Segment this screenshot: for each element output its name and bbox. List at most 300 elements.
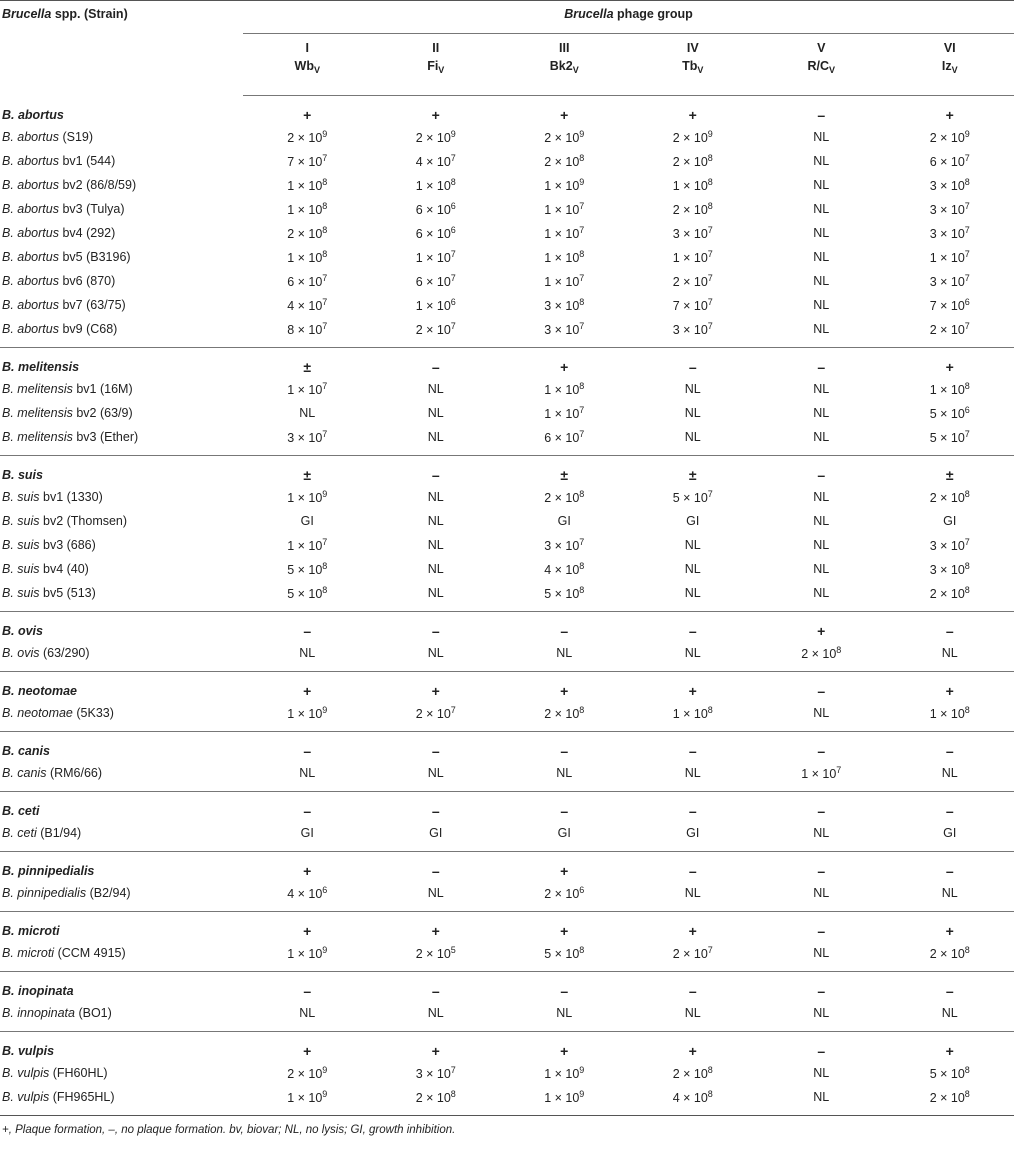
strain-row [0,401,1014,425]
titer-cell: NL [372,425,501,455]
plaque-symbol: + [560,863,569,880]
titer-cell: NL [427,514,444,528]
titer-cell: NL [757,1001,886,1031]
titer-cell: $1 \times 10^7$ [544,201,585,217]
titer-cell: $2 \times 10^8$ [886,941,1014,971]
titer-cell: NL [629,881,758,911]
plaque-symbol: + [303,1043,312,1060]
titer-cell: NL [427,382,444,396]
titer-cell: $5 \times 10^8$ [500,941,629,971]
species-name: B. vulpis [2,1044,55,1059]
titer-cell: $1 \times 10^8$ [287,177,328,193]
titer-cell: $6 \times 10^6$ [415,225,456,241]
titer-cell: $3 \times 10^7$ [544,537,585,553]
strain-row [0,485,1014,509]
strain-name: B. abortus bv7 (63/75) [2,298,126,312]
plaque-symbol: ± [945,467,954,484]
titer-cell: GI [243,821,372,851]
titer-cell: NL [813,226,830,240]
titer-cell: $1 \times 10^7$ [415,249,456,265]
titer-cell: $2 \times 10^7$ [629,941,758,971]
plaque-symbol: + [431,1043,440,1060]
strain-name: B. melitensis bv3 (Ether) [0,425,243,455]
strain-row [0,377,1014,401]
titer-cell: NL [813,298,830,312]
titer-cell: $1 \times 10^7$ [544,273,585,289]
table-body [0,95,1014,1115]
strain-row [0,1001,1014,1031]
strain-row [0,641,1014,671]
plaque-symbol: – [945,983,954,1000]
titer-cell: $2 \times 10^7$ [886,317,1014,347]
phage-group-number: II [432,41,440,55]
titer-cell: $4 \times 10^8$ [544,561,585,577]
titer-cell: $2 \times 10^7$ [672,273,713,289]
titer-cell: $1 \times 10^8$ [672,177,713,193]
plaque-symbol: + [303,923,312,940]
strain-name: B. abortus bv9 (C68) [0,317,243,347]
titer-cell: $1 \times 10^8$ [287,249,328,265]
plaque-symbol: – [945,863,954,880]
titer-cell: $6 \times 10^7$ [415,273,456,289]
plaque-symbol: – [303,623,312,640]
titer-cell: $1 \times 10^8$ [629,701,758,731]
strain-name: B. vulpis (FH60HL) [2,1066,108,1080]
titer-cell: $5 \times 10^8$ [929,1065,970,1081]
titer-cell: NL [427,562,444,576]
phage-name: $R/C_V$ [757,55,886,95]
titer-cell: NL [813,382,830,396]
titer-cell: NL [243,641,372,671]
strain-row [0,533,1014,557]
strain-name: B. canis (RM6/66) [0,761,243,791]
titer-cell: GI [943,514,957,528]
titer-cell: $2 \times 10^8$ [372,1085,501,1115]
plaque-symbol: + [945,359,954,376]
titer-cell: $1 \times 10^7$ [544,225,585,241]
phage-group-number: VI [943,41,956,55]
plaque-symbol: – [817,923,826,940]
header-row [0,1,1014,33]
species-row [0,347,1014,377]
titer-cell: $5 \times 10^8$ [500,581,629,611]
plaque-symbol: – [688,359,697,376]
plaque-symbol: + [817,623,826,640]
strain-row [0,581,1014,611]
titer-cell: NL [299,406,316,420]
titer-cell: $2 \times 10^7$ [372,701,501,731]
plaque-symbol: + [303,107,312,124]
titer-cell: NL [813,130,830,144]
titer-cell: $1 \times 10^8$ [415,177,456,193]
strain-row [0,173,1014,197]
plaque-symbol: + [560,359,569,376]
titer-cell: $5 \times 10^7$ [672,489,713,505]
plaque-symbol: + [688,683,697,700]
titer-cell: $2 \times 10^9$ [672,129,713,145]
plaque-symbol: – [560,743,569,760]
strain-row [0,821,1014,851]
titer-cell: GI [886,821,1014,851]
titer-cell: $1 \times 10^8$ [544,249,585,265]
species-name: B. inopinata [2,984,74,999]
titer-cell: NL [813,562,830,576]
titer-cell: $1 \times 10^9$ [243,701,372,731]
strain-name: B. melitensis bv1 (16M) [2,382,133,396]
titer-cell: NL [813,250,830,264]
phage-name: $Iz_V$ [886,55,1014,95]
species-name: B. melitensis [2,360,80,375]
titer-cell: NL [629,1001,758,1031]
titer-cell: $6 \times 10^7$ [287,273,328,289]
plaque-symbol: ± [303,359,312,376]
plaque-symbol: ± [688,467,697,484]
table-footnote: +, Plaque formation, –, no plaque formation. bv, biovar; NL, no lysis; GI, growth inhibition. [2,1123,456,1136]
species-name: B. suis [2,468,43,483]
strain-name: B. abortus bv6 (870) [2,274,116,288]
plaque-symbol: – [817,1043,826,1060]
species-name: B. abortus [2,108,64,122]
strain-name: B. innopinata (BO1) [0,1001,243,1031]
titer-cell: $2 \times 10^9$ [287,1065,328,1081]
titer-cell: $2 \times 10^6$ [500,881,629,911]
plaque-symbol: – [688,743,697,760]
species-row [0,95,1014,125]
species-row [0,455,1014,485]
titer-cell: $2 \times 10^8$ [886,1085,1014,1115]
titer-cell: NL [427,538,444,552]
strain-row [0,269,1014,293]
titer-cell: $2 \times 10^8$ [929,489,970,505]
strain-row [0,509,1014,533]
titer-cell: $1 \times 10^8$ [544,381,585,397]
titer-cell: $2 \times 10^8$ [672,153,713,169]
titer-cell: $2 \times 10^8$ [544,153,585,169]
titer-cell: $3 \times 10^8$ [929,177,970,193]
phage-group-number: I [305,41,309,55]
plaque-symbol: – [303,743,312,760]
titer-cell: $1 \times 10^7$ [544,405,585,421]
strain-name: B. vulpis (FH965HL) [0,1085,243,1115]
plaque-symbol: + [945,107,954,124]
strain-row [0,557,1014,581]
phage-group-number: III [559,41,570,55]
titer-cell: $1 \times 10^8$ [929,381,970,397]
plaque-symbol: + [945,683,954,700]
titer-cell: NL [757,821,886,851]
strain-row [0,425,1014,455]
plaque-symbol: – [560,623,569,640]
titer-cell: $2 \times 10^8$ [672,1065,713,1081]
titer-cell: $4 \times 10^6$ [243,881,372,911]
titer-cell: $3 \times 10^7$ [415,1065,456,1081]
titer-cell: $2 \times 10^9$ [415,129,456,145]
titer-cell: NL [813,1066,830,1080]
plaque-symbol: + [560,1043,569,1060]
strain-row [0,125,1014,149]
titer-cell: $3 \times 10^8$ [544,297,585,313]
titer-cell: NL [684,382,701,396]
titer-cell: $1 \times 10^8$ [886,701,1014,731]
titer-cell: GI [500,821,629,851]
titer-cell: $7 \times 10^6$ [929,297,970,313]
titer-cell: $2 \times 10^8$ [672,201,713,217]
titer-cell: NL [886,881,1014,911]
strain-row [0,317,1014,347]
species-name: B. microti [2,924,60,939]
plaque-symbol: – [560,803,569,820]
titer-cell: $5 \times 10^8$ [243,581,372,611]
titer-cell: NL [629,581,758,611]
titer-cell: $7 \times 10^7$ [287,153,328,169]
titer-cell: NL [757,941,886,971]
species-row [0,611,1014,641]
titer-cell: NL [813,154,830,168]
plaque-symbol: + [303,863,312,880]
titer-cell: NL [813,514,830,528]
titer-cell: NL [813,538,830,552]
titer-cell: NL [500,641,629,671]
titer-cell: NL [813,178,830,192]
titer-cell: $1 \times 10^9$ [287,489,328,505]
titer-cell: $1 \times 10^7$ [757,761,886,791]
strain-name: B. abortus bv1 (544) [2,154,116,168]
titer-cell: GI [686,514,700,528]
species-name: B. canis [2,744,50,759]
titer-cell: NL [813,490,830,504]
plaque-symbol: – [431,359,440,376]
plaque-symbol: – [817,467,826,484]
strain-row [0,293,1014,317]
strain-row [0,1061,1014,1085]
plaque-symbol: – [817,863,826,880]
titer-cell: $2 \times 10^8$ [544,489,585,505]
plaque-symbol: + [560,107,569,124]
titer-cell: $1 \times 10^7$ [929,249,970,265]
titer-cell: $1 \times 10^9$ [544,1065,585,1081]
species-row [0,731,1014,761]
titer-cell: $5 \times 10^8$ [287,561,328,577]
strain-name: B. abortus bv3 (Tulya) [2,202,125,216]
titer-cell: NL [629,641,758,671]
titer-cell: $4 \times 10^8$ [629,1085,758,1115]
phage-name: $Wb_V$ [243,55,372,95]
titer-cell: NL [243,1001,372,1031]
plaque-symbol: – [431,623,440,640]
strain-name: B. suis bv1 (1330) [2,490,103,504]
strain-name: B. melitensis bv2 (63/9) [2,406,133,420]
strain-name: B. suis bv5 (513) [0,581,243,611]
titer-cell: NL [813,406,830,420]
plaque-symbol: – [945,743,954,760]
strain-name: B. pinnipedialis (B2/94) [0,881,243,911]
titer-cell: $8 \times 10^7$ [243,317,372,347]
phage-group-header: Brucella phage group [243,1,1014,33]
titer-cell: NL [813,202,830,216]
species-name: B. ceti [2,804,40,819]
plaque-symbol: – [303,983,312,1000]
titer-cell: $3 \times 10^7$ [929,273,970,289]
titer-cell: NL [500,1001,629,1031]
titer-cell: $1 \times 10^9$ [243,1085,372,1115]
plaque-symbol: + [431,107,440,124]
titer-cell: NL [757,701,886,731]
plaque-symbol: – [688,623,697,640]
strain-name: B. suis bv3 (686) [2,538,96,552]
plaque-symbol: – [431,467,440,484]
plaque-symbol: + [945,1043,954,1060]
titer-cell: $6 \times 10^7$ [929,153,970,169]
strain-name: B. abortus bv5 (B3196) [2,250,131,264]
titer-cell: NL [813,274,830,288]
titer-cell: $6 \times 10^6$ [415,201,456,217]
titer-cell: GI [557,514,571,528]
titer-cell: NL [372,881,501,911]
strain-name: B. suis bv4 (40) [2,562,89,576]
plaque-symbol: + [560,923,569,940]
titer-cell: NL [757,1085,886,1115]
titer-cell: GI [300,514,314,528]
titer-cell: $2 \times 10^9$ [544,129,585,145]
plaque-symbol: – [560,983,569,1000]
species-row [0,911,1014,941]
strain-row [0,941,1014,971]
phage-group-number: V [817,41,826,55]
titer-cell: NL [372,761,501,791]
phage-name: $Bk2_V$ [500,55,629,95]
plaque-symbol: – [817,983,826,1000]
strain-name: B. ceti (B1/94) [0,821,243,851]
titer-cell: NL [684,538,701,552]
titer-cell: $3 \times 10^7$ [500,317,629,347]
plaque-symbol: – [431,983,440,1000]
titer-cell: NL [886,1001,1014,1031]
titer-cell: NL [886,641,1014,671]
plaque-symbol: – [817,107,826,124]
titer-cell: $2 \times 10^7$ [372,317,501,347]
species-row [0,791,1014,821]
plaque-symbol: + [431,683,440,700]
titer-cell: NL [372,581,501,611]
titer-cell: $1 \times 10^8$ [287,201,328,217]
strain-name: B. ovis (63/290) [0,641,243,671]
titer-cell: $4 \times 10^7$ [415,153,456,169]
species-row [0,671,1014,701]
species-row [0,851,1014,881]
phage-group-number: IV [686,41,699,55]
titer-cell: NL [684,406,701,420]
titer-cell: NL [757,581,886,611]
titer-cell: NL [684,562,701,576]
strain-row [0,1085,1014,1115]
plaque-symbol: + [688,1043,697,1060]
plaque-symbol: – [817,359,826,376]
titer-cell: $1 \times 10^6$ [415,297,456,313]
titer-cell: NL [757,425,886,455]
titer-cell: $2 \times 10^9$ [287,129,328,145]
titer-cell: $1 \times 10^7$ [287,381,328,397]
titer-cell: $1 \times 10^7$ [672,249,713,265]
strain-row [0,881,1014,911]
strain-name: B. microti (CCM 4915) [0,941,243,971]
plaque-symbol: – [817,683,826,700]
titer-cell: NL [500,761,629,791]
titer-cell: $1 \times 10^7$ [287,537,328,553]
titer-cell: $4 \times 10^7$ [287,297,328,313]
titer-cell: $1 \times 10^9$ [544,177,585,193]
species-name: B. ovis [2,624,43,639]
phage-name: $Fi_V$ [372,55,501,95]
plaque-symbol: – [688,803,697,820]
titer-cell: $2 \times 10^9$ [929,129,970,145]
phage-name: $Tb_V$ [629,55,758,95]
titer-cell: $3 \times 10^7$ [929,201,970,217]
strain-row [0,221,1014,245]
titer-cell: $3 \times 10^8$ [929,561,970,577]
titer-cell: $1 \times 10^9$ [243,941,372,971]
plaque-symbol: – [945,803,954,820]
plaque-symbol: – [945,623,954,640]
plaque-symbol: – [688,983,697,1000]
titer-cell: NL [243,761,372,791]
plaque-symbol: – [303,803,312,820]
titer-cell: NL [372,1001,501,1031]
strain-name: B. abortus bv4 (292) [2,226,116,240]
titer-cell: NL [886,761,1014,791]
titer-cell: $2 \times 10^8$ [287,225,328,241]
species-name: B. neotomae [2,684,78,699]
plaque-symbol: ± [303,467,312,484]
plaque-symbol: + [945,923,954,940]
titer-cell: $3 \times 10^7$ [672,225,713,241]
titer-cell: $5 \times 10^6$ [929,405,970,421]
titer-cell: NL [757,317,886,347]
strain-column-header: Brucella spp. (Strain) [2,7,128,21]
titer-cell: GI [629,821,758,851]
species-row [0,1031,1014,1061]
titer-cell: $2 \times 10^8$ [500,701,629,731]
plaque-symbol: – [817,743,826,760]
titer-cell: $7 \times 10^7$ [672,297,713,313]
titer-cell: NL [629,761,758,791]
titer-cell: $3 \times 10^7$ [243,425,372,455]
titer-cell: $5 \times 10^7$ [886,425,1014,455]
titer-cell: $2 \times 10^5$ [372,941,501,971]
plaque-symbol: – [431,743,440,760]
titer-cell: NL [629,425,758,455]
plaque-symbol: + [688,923,697,940]
titer-cell: $2 \times 10^8$ [757,641,886,671]
plaque-symbol: + [688,107,697,124]
titer-cell: NL [757,881,886,911]
plaque-symbol: – [688,863,697,880]
plaque-symbol: – [431,863,440,880]
plaque-symbol: – [817,803,826,820]
titer-cell: NL [427,490,444,504]
plaque-symbol: – [431,803,440,820]
titer-cell: $3 \times 10^7$ [929,225,970,241]
titer-cell: $2 \times 10^8$ [886,581,1014,611]
titer-cell: $6 \times 10^7$ [500,425,629,455]
species-name: B. pinnipedialis [2,864,95,879]
plaque-symbol: + [560,683,569,700]
strain-name: B. neotomae (5K33) [0,701,243,731]
strain-name: B. suis bv2 (Thomsen) [2,514,128,528]
titer-cell: GI [372,821,501,851]
plaque-symbol: ± [560,467,569,484]
strain-row [0,197,1014,221]
titer-cell: NL [372,641,501,671]
